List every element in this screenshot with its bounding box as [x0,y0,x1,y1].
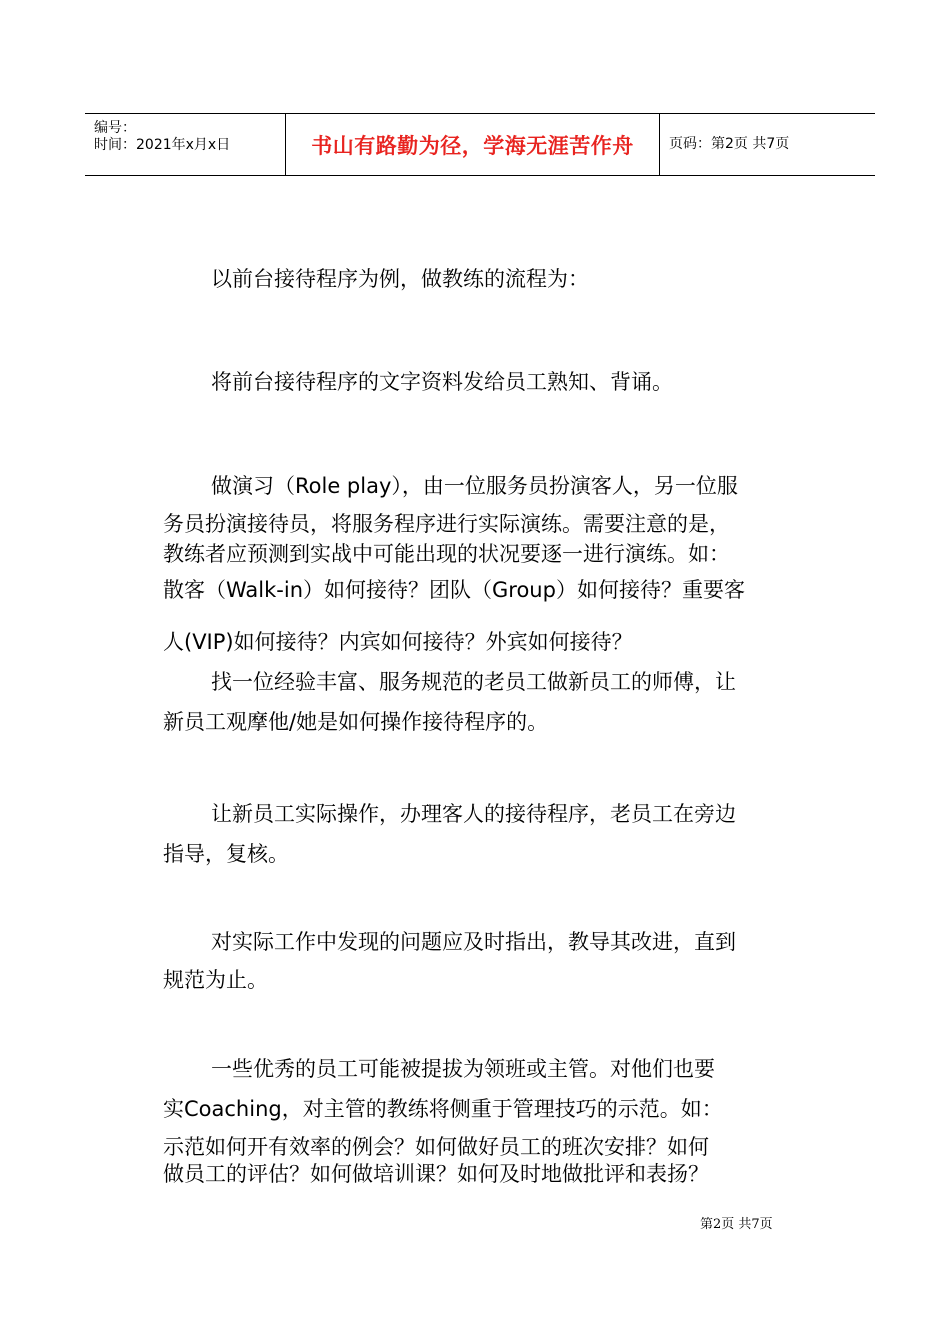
text-line: 新员工观摩他/她是如何操作接待程序的。 [163,710,549,734]
text-line: 人(VIP)如何接待？内宾如何接待？外宾如何接待？ [163,630,633,654]
text-line: 指导，复核。 [163,842,289,866]
text-line: 务员扮演接待员，将服务程序进行实际演练。需要注意的是， [163,512,730,536]
text-line: 做员工的评估？如何做培训课？如何及时地做批评和表扬？ [163,1162,709,1186]
text-line: 散客（Walk-in）如何接待？团队（Group）如何接待？重要客 [163,578,745,602]
header-page-label: 页码：第2页 共7页 [669,136,790,152]
text-line: 教练者应预测到实战中可能出现的状况要逐一进行演练。如： [163,542,730,566]
header-meta [85,114,285,175]
text-line: 找一位经验丰富、服务规范的老员工做新员工的师傅，让 [211,670,736,694]
text-line: 对实际工作中发现的问题应及时指出，教导其改进，直到 [211,930,736,954]
text-line: 一些优秀的员工可能被提拔为领班或主管。对他们也要 [211,1057,715,1081]
page-header [85,113,875,176]
number-label: 编号： [94,120,136,136]
text-line: 让新员工实际操作，办理客人的接待程序，老员工在旁边 [211,802,736,826]
time-label: 时间：2021年x月x日 [94,137,231,153]
page-footer: 第2页 共7页 [700,1217,773,1232]
header-motto-cell [285,114,660,175]
text-line: 做演习（Role play），由一位服务员扮演客人，另一位服 [211,474,738,498]
text-line: 实Coaching，对主管的教练将侧重于管理技巧的示范。如： [163,1097,723,1121]
text-line: 将前台接待程序的文字资料发给员工熟知、背诵。 [211,370,673,394]
text-line: 示范如何开有效率的例会？如何做好员工的班次安排？如何 [163,1135,709,1159]
text-line: 规范为止。 [163,968,268,992]
motto: 书山有路勤为径，学海无涯苦作舟 [311,134,634,158]
text-line: 以前台接待程序为例，做教练的流程为： [211,267,589,291]
header-page-cell [659,114,875,175]
